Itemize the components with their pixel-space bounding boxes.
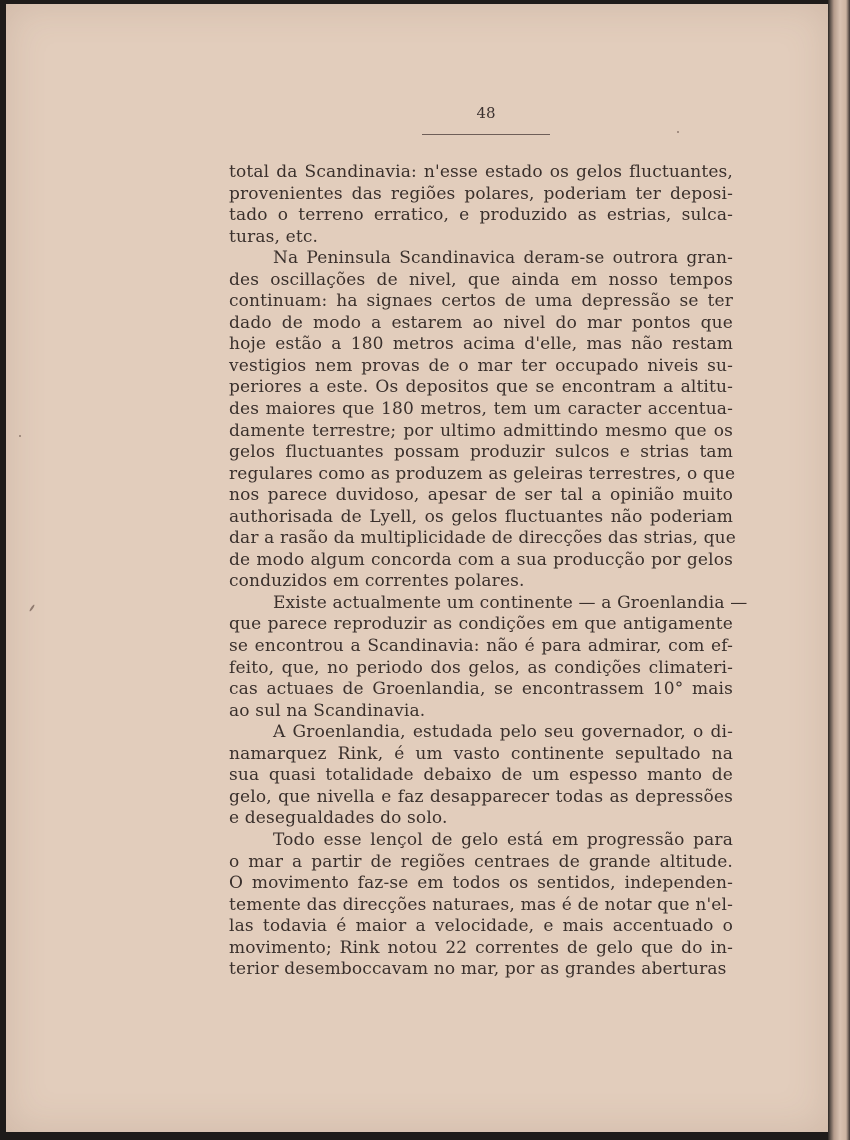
text-line: periores a este. Os depositos que se encontram a altitu- [229,377,733,398]
page-number: 48 [476,104,496,122]
text-line: des maiores que 180 metros, tem um caracter accentua- [229,399,733,420]
text-line: Existe actualmente um continente — a Groenlandia — [273,592,748,613]
text-line: gelos fluctuantes possam produzir sulcos e strias tam [229,442,733,463]
text-line: sua quasi totalidade debaixo de um espesso manto de [229,765,733,786]
text-line: gelo, que nivella e faz desapparecer todas as depressões [229,786,733,807]
text-line: total da Scandinavia: n'esse estado os gelos fluctuantes, [229,162,733,182]
paper-speck [677,131,679,133]
paragraph [229,162,733,248]
text-line: regulares como as produzem as geleiras terrestres, o que [229,463,736,484]
paper-speck [19,435,21,437]
text-line: ao sul na Scandinavia. [229,700,426,721]
text-line: turas, etc. [229,226,319,247]
text-line: se encontrou a Scandinavia: não é para admirar, com ef- [229,636,733,657]
text-line: provenientes das regiões polares, poderiam ter deposi- [229,183,733,204]
header-rule [422,134,550,135]
text-line: authorisada de Lyell, os gelos fluctuantes não poderiam [229,506,733,527]
text-line: cas actuaes de Groenlandia, se encontrassem 10° mais [229,679,733,700]
text-line: las todavia é maior a velocidade, e mais accentuado o [229,916,733,937]
text-line: continuam: ha signaes certos de uma depressão se ter [229,291,733,312]
paragraph [229,592,748,722]
text-line: conduzidos em correntes polares. [229,571,525,592]
body-text [229,162,748,981]
text-line: nos parece duvidoso, apesar de ser tal a opinião muito [229,485,733,506]
text-line: A Groenlandia, estudada pelo seu governador, o di- [273,722,733,743]
text-line: Na Peninsula Scandinavica deram-se outrora gran- [273,248,733,269]
text-line: O movimento faz-se em todos os sentidos, independen- [229,873,733,894]
paragraph [229,722,733,830]
text-line: des oscillações de nivel, que ainda em nosso tempos [229,269,733,290]
text-line: e desegualdades do solo. [229,808,448,829]
text-line: vestigios nem provas de o mar ter occupado niveis su- [229,355,733,376]
text-line: de modo algum concorda com a sua producção por gelos [229,549,733,570]
text-line: movimento; Rink notou 22 correntes de gelo que do in- [229,937,733,958]
text-line: tado o terreno erratico, e produzido as estrias, sulca- [229,205,733,226]
text-line: dar a rasão da multiplicidade de direcções das strias, que [229,528,736,549]
text-line: hoje estão a 180 metros acima d'elle, mas não restam [229,334,733,355]
text-line: Todo esse lençol de gelo está em progressão para [273,829,733,850]
text-line: que parece reproduzir as condições em que antigamente [229,614,733,635]
paragraph [229,830,733,981]
text-line: terior desemboccavam no mar, por as grandes aberturas [229,959,727,980]
text-line: dado de modo a estarem ao nivel do mar pontos que [229,312,733,333]
paragraph [229,248,736,593]
text-line: o mar a partir de regiões centraes de grande altitude. [229,851,733,872]
text-line: temente das direcções naturaes, mas é de notar que n'el- [229,894,733,915]
page-stack-edge [828,0,850,1140]
text-line: namarquez Rink, é um vasto continente sepultado na [229,743,733,764]
text-line: feito, que, no periodo dos gelos, as condições climateri- [229,657,733,678]
text-line: damente terrestre; por ultimo admittindo mesmo que os [229,420,733,441]
